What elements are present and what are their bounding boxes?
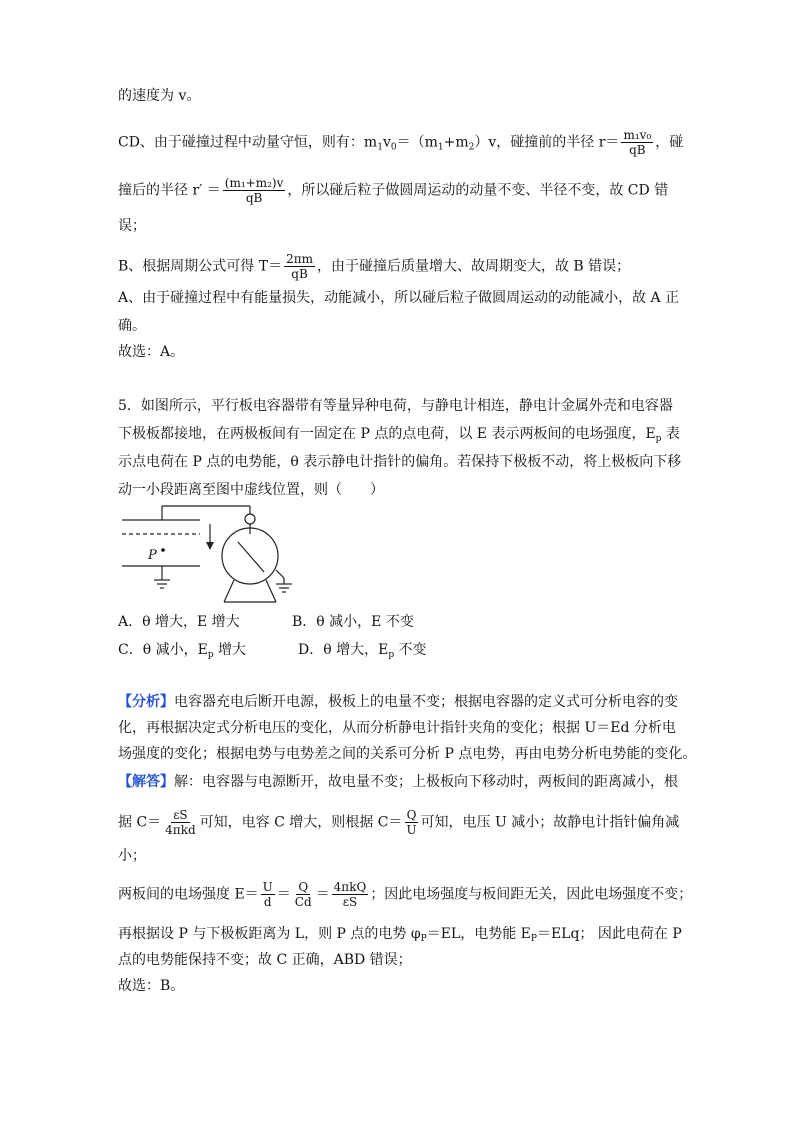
prev-line-8: 故选：A。 bbox=[118, 344, 185, 360]
prev-line-2: CD、由于碰撞过程中动量守恒，则有：$m_1v_0=(m_1+m_2)v$，碰撞前的半径 r＝ $\frac{\text{m₁v₀}}{qB}$ ，碰 bbox=[118, 128, 684, 157]
answer-line-5: 再根据设 P 与下极板距离为 L，则 P 点的电势 $\varphi_P=EL$，电势能 $E_P=ELq$； 因此电荷在 P bbox=[118, 926, 682, 944]
answer-line-7: 故选：B。 bbox=[118, 978, 185, 994]
prev-line-6: A、由于碰撞过程中有能量损失，动能减小，所以碰后粒子做圆周运动的动能减小，故 A 正 bbox=[118, 290, 680, 306]
answer-line-3: 小； bbox=[118, 848, 146, 864]
prev-line-7: 确。 bbox=[118, 318, 146, 334]
point-p-dot bbox=[161, 548, 165, 552]
option-a: A．θ 增大，E 增大 bbox=[118, 614, 240, 630]
electrometer-knob bbox=[245, 514, 255, 524]
point-p-label: P bbox=[148, 548, 157, 563]
prev-line-5: B、根据周期公式可得 T＝ $\frac{2\pi m}{qB}$ ，由于碰撞后质量增大、故周期变大，故 B 错误； bbox=[118, 252, 631, 281]
option-c: C．θ 减小，$E_p$ 增大 bbox=[118, 642, 247, 660]
prev-line-3: 撞后的半径 r′ ＝ $\frac{\text{(m₁+m₂)v}}{qB}$ ，所以碰后粒子做圆周运动的动量不变、半径不变，故 CD 错 bbox=[118, 176, 669, 205]
analysis-line-2: 化，再根据决定式分析电压的变化，从而分析静电计指针夹角的变化；根据 U＝Ed 分析电 bbox=[118, 720, 676, 736]
analysis-tag: 【分析】 bbox=[118, 694, 174, 710]
prev-line-4: 误； bbox=[118, 218, 146, 234]
option-b: B．θ 减小，E 不变 bbox=[292, 614, 414, 630]
fraction-period: $\frac{2\pi m}{qB}$ bbox=[286, 252, 313, 281]
option-d: D．θ 增大，$E_p$ 不变 bbox=[298, 642, 427, 660]
answer-tag: 【解答】 bbox=[118, 774, 174, 790]
answer-line-1: 【解答】解：电容器与电源断开，故电量不变；上极板向下移动时，两板间的距离减小，根 bbox=[118, 774, 678, 790]
answer-line-6: 点的电势能保持不变；故 C 正确，ABD 错误； bbox=[118, 952, 412, 968]
answer-line-4: 两板间的电场强度 E＝ $\frac{U}{d}$ ＝ $\frac{Q}{Cd}$ ＝ $\frac{\text{4πkQ}}{\varepsilon S}$ ；因此电场强度与板间距无关，因此电场强度不变； bbox=[118, 880, 693, 909]
capacitor-electrometer-figure bbox=[118, 500, 308, 608]
fraction-capacitance: $\frac{\varepsilon S}{\text{4πkd}}$ bbox=[165, 808, 196, 837]
fraction-q-over-u: $\frac{Q}{U}$ bbox=[406, 808, 417, 837]
q5-line-4: 动一小段距离至图中虚线位置，则（ ） bbox=[118, 482, 384, 498]
answer-line-2: 据 C＝ $\frac{\varepsilon S}{\text{4πkd}}$ 可知，电容 C 增大，则根据 C＝ $\frac{Q}{U}$ 可知，电压 U 减小；故静电计指针偏角减 bbox=[118, 808, 680, 837]
fraction-q-over-cd: $\frac{Q}{Cd}$ bbox=[294, 880, 312, 909]
prev-line-1: 的速度为 v。 bbox=[118, 88, 201, 104]
q5-line-1: 5．如图所示，平行板电容器带有等量异种电荷，与静电计相连，静电计金属外壳和电容器 bbox=[118, 398, 673, 414]
q5-line-3: 示点电荷在 P 点的电势能，θ 表示静电计指针的偏角。若保持下极板不动，将上极板向下移 bbox=[118, 454, 682, 470]
analysis-line-1: 【分析】电容器充电后断开电源，极板上的电量不变；根据电容器的定义式可分析电容的变 bbox=[118, 694, 678, 710]
q5-line-2: 下极板都接地，在两极板间有一固定在 P 点的点电荷，以 E 表示两板间的电场强度，$E_p$ 表 bbox=[118, 426, 680, 444]
electrometer-needle bbox=[238, 542, 264, 572]
fraction-radius-before: $\frac{\text{m₁v₀}}{qB}$ bbox=[623, 128, 652, 157]
fraction-radius-after: $\frac{\text{(m₁+m₂)v}}{qB}$ bbox=[224, 176, 284, 205]
fraction-u-over-d: $\frac{U}{d}$ bbox=[262, 880, 273, 909]
analysis-line-3: 场强度的变化；根据电势与电势差之间的关系可分析 P 点电势，再由电势分析电势能的变化。 bbox=[118, 746, 697, 762]
fraction-field: $\frac{\text{4πkQ}}{\varepsilon S}$ bbox=[333, 880, 367, 909]
